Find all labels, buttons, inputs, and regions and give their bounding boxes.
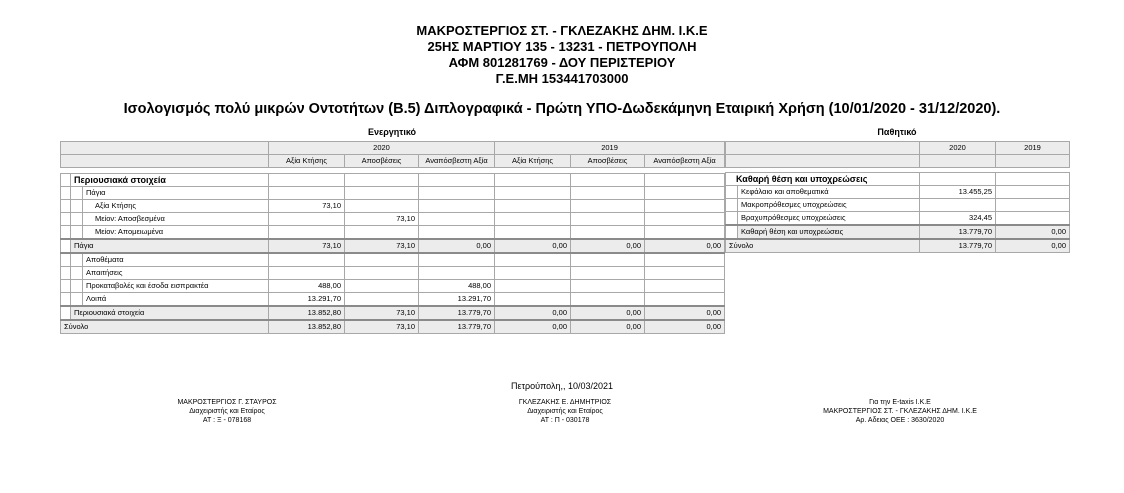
row-label: Απαιτήσεις — [83, 267, 269, 280]
row-label: Σύνολο — [726, 239, 920, 253]
assets-table — [60, 141, 725, 334]
company-name: ΜΑΚΡΟΣΤΕΡΓΙΟΣ ΣΤ. - ΓΚΛΕΖΑΚΗΣ ΔΗΜ. Ι.Κ.Ε — [416, 23, 708, 38]
cell-value: 0,00 — [645, 306, 725, 320]
cell-value: 488,00 — [419, 280, 495, 293]
table-row — [61, 280, 725, 293]
subtotal-row — [61, 306, 725, 320]
column-header-row — [726, 155, 1070, 168]
company-gemi: Γ.Ε.ΜΗ 153441703000 — [495, 71, 629, 86]
year-2020-header: 2020 — [920, 142, 996, 155]
cell-value: 0,00 — [495, 239, 571, 253]
year-header-row — [61, 142, 725, 155]
liabilities-table — [725, 141, 1070, 253]
liabilities-section-title: Παθητικό — [877, 127, 917, 137]
row-label: Καθαρή θέση και υποχρεώσεις — [726, 173, 920, 186]
table-row — [61, 226, 725, 240]
cell-value: 13.852,80 — [269, 320, 345, 334]
row-label: Πάγια — [71, 239, 269, 253]
cell-value: 324,45 — [920, 212, 996, 226]
signatory-role: ΜΑΚΡΟΣΤΕΡΓΙΟΣ ΣΤ. - ΓΚΛΕΖΑΚΗΣ ΔΗΜ. Ι.Κ.Ε — [823, 408, 977, 415]
row-label: Βραχυπρόθεσμες υποχρεώσεις — [738, 212, 920, 226]
cell-value: 13.779,70 — [920, 225, 996, 239]
company-address: 25ΗΣ ΜΑΡΤΙΟΥ 135 - 13231 - ΠΕΤΡΟΥΠΟΛΗ — [427, 39, 697, 54]
table-row — [61, 293, 725, 307]
row-label: Σύνολο — [61, 320, 269, 334]
assets-section-title: Ενεργητικό — [367, 127, 417, 137]
subtotal-row — [61, 239, 725, 253]
signatory-role: Διαχειριστής και Εταίρος — [527, 408, 603, 415]
year-2019-header: 2019 — [996, 142, 1070, 155]
cell-value: 0,00 — [495, 306, 571, 320]
signature-block — [465, 398, 665, 425]
cell-value: 73,10 — [345, 306, 419, 320]
cell-value: 73,10 — [345, 213, 419, 226]
table-row — [61, 267, 725, 280]
cell-value: 0,00 — [645, 320, 725, 334]
row-label: Περιουσιακά στοιχεία — [71, 306, 269, 320]
column-header-row — [61, 155, 725, 168]
col-header: Αναπόσβεστη Αξία — [645, 155, 725, 168]
company-tax-id: ΑΦΜ 801281769 - ΔΟΥ ΠΕΡΙΣΤΕΡΙΟΥ — [448, 55, 676, 70]
cell-value: 0,00 — [571, 320, 645, 334]
signature-block — [780, 398, 1020, 425]
table-row — [61, 213, 725, 226]
row-label: Λοιπά — [83, 293, 269, 307]
table-row — [61, 187, 725, 200]
table-row — [61, 174, 725, 187]
col-header: Αναπόσβεστη Αξία — [419, 155, 495, 168]
company-header — [0, 23, 1124, 87]
cell-value: 0,00 — [495, 320, 571, 334]
cell-value: 0,00 — [996, 239, 1070, 253]
cell-value: 73,10 — [345, 320, 419, 334]
cell-value: 13.779,70 — [419, 320, 495, 334]
row-label: Καθαρή θέση και υποχρεώσεις — [738, 225, 920, 239]
cell-value: 0,00 — [996, 225, 1070, 239]
cell-value: 0,00 — [571, 239, 645, 253]
row-label: Αξία Κτήσης — [83, 200, 269, 213]
row-label: Αποθέματα — [83, 253, 269, 267]
row-label: Μακροπρόθεσμες υποχρεώσεις — [738, 199, 920, 212]
cell-value: 0,00 — [419, 239, 495, 253]
cell-value: 13.455,25 — [920, 186, 996, 199]
row-label: Κεφάλαιο και αποθεματικά — [738, 186, 920, 199]
cell-value: 73,10 — [269, 239, 345, 253]
col-header: Αποσβέσεις — [345, 155, 419, 168]
cell-value: 13.291,70 — [269, 293, 345, 307]
table-row — [726, 212, 1070, 226]
signatory-id: ΑΤ : Π - 030178 — [540, 417, 590, 424]
year-2019-header: 2019 — [495, 142, 725, 155]
table-row — [726, 186, 1070, 199]
signatory-name: ΜΑΚΡΟΣΤΕΡΓΙΟΣ Γ. ΣΤΑΥΡΟΣ — [177, 399, 277, 406]
table-row — [726, 199, 1070, 212]
signatory-role: Διαχειριστής και Εταίρος — [189, 408, 265, 415]
cell-value: 488,00 — [269, 280, 345, 293]
cell-value: 73,10 — [345, 239, 419, 253]
signature-block — [127, 398, 327, 425]
col-header: Αποσβέσεις — [571, 155, 645, 168]
subtotal-row — [726, 225, 1070, 239]
cell-value: 13.779,70 — [419, 306, 495, 320]
row-label: Προκαταβολές και έσοδα εισπρακτέα — [83, 280, 269, 293]
cell-value: 13.291,70 — [419, 293, 495, 307]
col-header: Αξία Κτήσης — [495, 155, 571, 168]
year-2020-header: 2020 — [269, 142, 495, 155]
cell-value: 13.852,80 — [269, 306, 345, 320]
row-label: Μείον: Απομειωμένα — [83, 226, 269, 240]
signatory-id: ΑΤ : Ξ - 078168 — [202, 417, 252, 424]
total-row — [61, 320, 725, 334]
table-row — [61, 253, 725, 267]
cell-value: 0,00 — [571, 306, 645, 320]
cell-value: 0,00 — [645, 239, 725, 253]
cell-value: 13.779,70 — [920, 239, 996, 253]
table-row — [726, 173, 1070, 186]
table-row — [61, 200, 725, 213]
row-label: Πάγια — [83, 187, 269, 200]
total-row — [726, 239, 1070, 253]
row-label: Μείον: Αποσβεσμένα — [83, 213, 269, 226]
balance-sheet-title: Ισολογισμός πολύ μικρών Οντοτήτων (Β.5) Διπλογραφικά - Πρώτη ΥΠΟ-Δωδεκάμηνη Εταιρική Χρήση (10/01/2020 - 31/12/2020). — [123, 101, 1001, 117]
signatory-name: Για την E-taxis Ι.Κ.Ε — [869, 399, 931, 406]
col-header: Αξία Κτήσης — [269, 155, 345, 168]
year-header-row — [726, 142, 1070, 155]
signatory-id: Αρ. Αδειας ΟΕΕ : 3630/2020 — [855, 417, 945, 424]
row-label: Περιουσιακά στοιχεία — [71, 174, 269, 187]
signatory-name: ΓΚΛΕΖΑΚΗΣ Ε. ΔΗΜΗΤΡΙΟΣ — [518, 399, 612, 406]
cell-value: 73,10 — [269, 200, 345, 213]
place-date: Πετρούπολη,, 10/03/2021 — [510, 381, 614, 391]
